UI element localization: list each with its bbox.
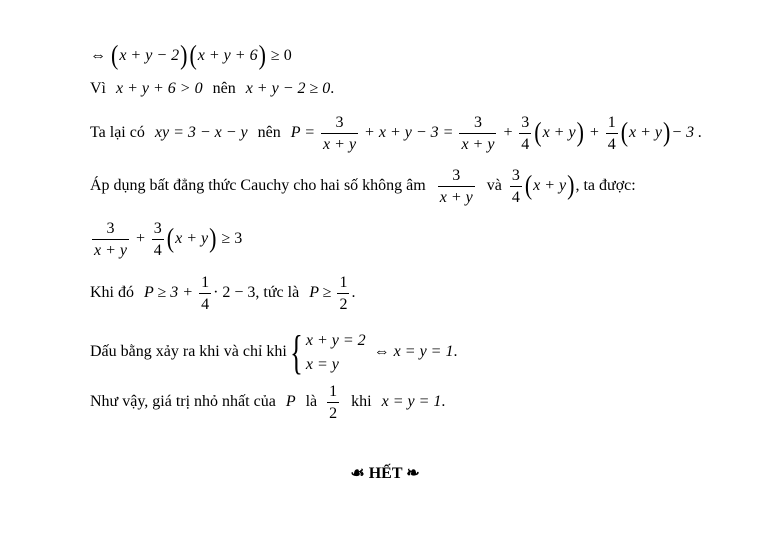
- end-text: HẾT: [368, 465, 403, 482]
- end-marker: [0, 463, 770, 483]
- min-value-line: Như vậy, giá trị nhỏ nhất của P là $\frac{1}{2}$ khi x = y = 1.: [90, 383, 446, 422]
- text-ta-lai-co: Ta lại có: [90, 124, 145, 142]
- inequality-rhs: ≥ 0: [270, 47, 292, 64]
- fraction: $\frac{1}{2}$: [329, 383, 338, 422]
- text-va: và: [486, 177, 502, 195]
- iff-symbol: ⇔: [90, 47, 106, 64]
- equation-system: x + y = 2 x = y: [305, 331, 366, 373]
- factor-two: x + y + 6: [197, 47, 258, 64]
- math-positive: x + y + 6 > 0: [116, 80, 203, 97]
- fraction: $\frac{1}{4}$: [607, 114, 616, 153]
- text-nen: nên: [257, 124, 281, 142]
- text-nhu-vay: Như vậy, giá trị nhỏ nhất của: [90, 393, 276, 411]
- math-p-eq: P =: [290, 124, 316, 142]
- text-vi: Vì: [90, 80, 106, 97]
- fraction: $\frac{3}{x + y}$: [323, 114, 357, 153]
- math-conclusion: x + y − 2 ≥ 0: [245, 80, 331, 97]
- equivalence-line: ⇔ (x + y − 2)(x + y + 6) ≥ 0: [90, 38, 292, 70]
- factor-one: x + y − 2: [119, 47, 180, 64]
- fraction: $\frac{3}{x + y}$: [461, 114, 495, 153]
- fraction: $\frac{1}{4}$: [201, 274, 210, 313]
- rewrite-line: Ta lại có xy = 3 − x − y nên P = $\frac{3}{x + y}$ + x + y − 3 = $\frac{3}{x + y}$ + $\frac{3}{4}$ (x + y) + $\frac{1}{4}$ (x + y)− 3 .: [90, 114, 703, 153]
- fraction: $\frac{3}{4}$: [521, 114, 530, 153]
- fraction: $\frac{3}{x + y}$: [439, 167, 473, 206]
- text-dau-bang: Dấu bằng xảy ra khi và chỉ khi: [90, 343, 287, 361]
- brace-symbol: {: [290, 326, 303, 379]
- text-nen: nên: [212, 80, 236, 97]
- fraction: $\frac{3}{4}$: [511, 167, 520, 206]
- since-line: Vì x + y + 6 > 0 nên x + y − 2 ≥ 0.: [90, 80, 335, 97]
- fraction: $\frac{1}{2}$: [339, 274, 348, 313]
- text-cauchy: Áp dụng bất đẳng thức Cauchy cho hai số không âm: [90, 177, 426, 195]
- equality-line: Dấu bằng xảy ra khi và chỉ khi { x + y = 2 x = y ⇔ x = y = 1.: [90, 326, 458, 379]
- fraction: $\frac{3}{x + y}$: [94, 220, 127, 259]
- fraction: $\frac{3}{4}$: [153, 220, 162, 259]
- cauchy-line: Áp dụng bất đẳng thức Cauchy cho hai số không âm $\frac{3}{x + y}$ và $\frac{3}{4}$ (x + y), ta được:: [90, 167, 636, 206]
- conclusion-line: Khi đó P ≥ 3 + $\frac{1}{4}$ · 2 − 3, tức là P ≥ $\frac{1}{2}$ .: [90, 274, 356, 313]
- left-ornament-icon: ☙: [350, 465, 365, 482]
- cauchy-result-line: $\frac{3}{x + y}$ + $\frac{3}{4}$ (x + y) ≥ 3: [94, 220, 243, 259]
- text-khi-do: Khi đó: [90, 284, 134, 302]
- math-xy: xy = 3 − x − y: [154, 124, 248, 142]
- right-ornament-icon: ❧: [406, 465, 420, 482]
